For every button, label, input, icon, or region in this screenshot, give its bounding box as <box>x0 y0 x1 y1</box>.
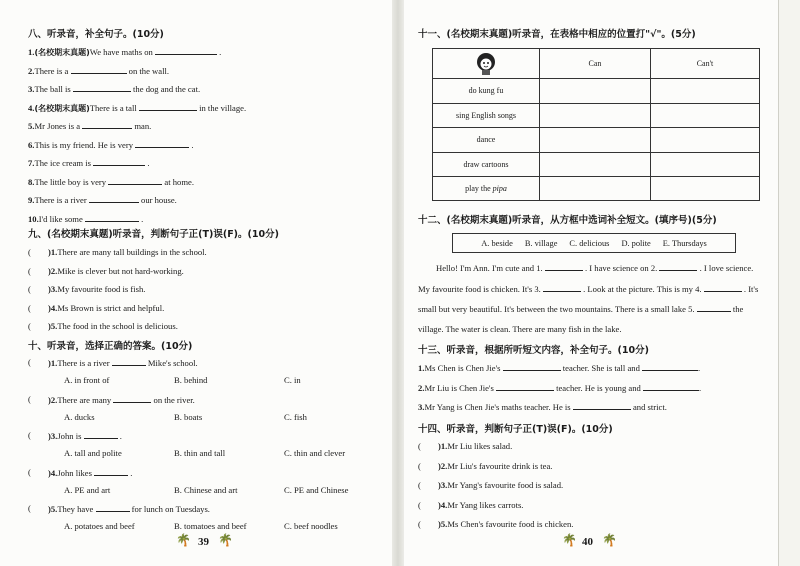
answer-blank[interactable] <box>113 394 151 403</box>
item-number: 1. <box>28 47 35 57</box>
item-number: )2. <box>48 394 58 405</box>
answer-paren[interactable]: ( <box>418 480 421 490</box>
answer-paren[interactable]: ( <box>28 247 31 257</box>
answer-blank[interactable] <box>85 213 139 222</box>
answer-blank[interactable] <box>89 194 139 203</box>
answer-paren[interactable]: ( <box>418 441 421 451</box>
item-text: man. <box>134 121 152 131</box>
answer-blank[interactable] <box>503 362 561 371</box>
can-cell[interactable] <box>540 79 651 104</box>
judge-item <box>48 321 178 332</box>
fill-in-item <box>28 120 151 132</box>
choice-item <box>48 467 132 479</box>
judge-item <box>48 247 207 258</box>
cant-cell[interactable] <box>651 128 760 153</box>
passage-line <box>436 262 753 273</box>
fill-in-item <box>28 213 143 225</box>
answer-blank[interactable] <box>82 120 132 129</box>
item-text: Mr Jones is a <box>34 121 81 131</box>
answer-paren[interactable]: ( <box>28 321 31 331</box>
item-number: 4. <box>28 102 35 113</box>
row-label: dance <box>433 128 540 153</box>
cant-cell[interactable] <box>651 152 760 177</box>
item-text: We have maths on <box>89 47 153 57</box>
answer-paren[interactable]: ( <box>28 265 31 276</box>
answer-blank[interactable] <box>496 382 554 391</box>
fill-in-item <box>418 362 700 374</box>
passage-line <box>418 303 743 314</box>
item-text: at home. <box>164 176 194 187</box>
item-text: There is a <box>34 65 69 76</box>
section-11-title: 十一、(名校期末真题)听录音，在表格中相应的位置打"√"。(5分) <box>418 29 696 40</box>
fill-in-item <box>28 46 221 58</box>
table-row <box>433 177 760 201</box>
item-number: )3. <box>438 480 448 490</box>
item-number: )1. <box>48 358 58 368</box>
fill-in-item <box>418 382 701 394</box>
page-number-left: 39 <box>198 536 209 548</box>
choice-option[interactable]: C. thin and clever <box>284 448 346 458</box>
book-gutter <box>392 0 404 566</box>
section-9-title: 九、(名校期末真题)听录音，判断句子正(T)误(F)。(10分) <box>28 229 279 240</box>
can-cell[interactable] <box>540 128 651 153</box>
item-number: 3. <box>28 84 35 94</box>
item-text: Mr Yang likes carrots. <box>447 499 524 510</box>
section-14-title: 十四、听录音，判断句子正(T)误(F)。(10分) <box>418 424 613 435</box>
row-label: sing English songs <box>433 103 540 128</box>
item-text: teacher. She is tall and <box>562 363 640 373</box>
item-text: The food in the school is delicious. <box>57 321 178 331</box>
row-label: play the pipa <box>433 177 540 201</box>
answer-paren[interactable]: ( <box>28 503 31 513</box>
item-text: The little boy is very <box>34 176 107 187</box>
answer-blank[interactable] <box>697 303 731 312</box>
item-text: There are many <box>57 394 112 405</box>
item-text: for lunch on Tuesdays. <box>131 504 210 514</box>
passage-text: My favourite food is chicken. It's 3. <box>418 283 541 294</box>
choice-option[interactable]: C. fish <box>284 411 307 422</box>
choice-option[interactable]: B. boats <box>174 411 203 422</box>
choice-option[interactable]: A. in front of <box>64 375 110 385</box>
judge-item <box>438 461 552 472</box>
word-option: A. beside <box>481 238 513 248</box>
answer-paren[interactable]: ( <box>418 519 421 529</box>
ability-table <box>432 48 760 201</box>
item-number: 6. <box>28 139 35 150</box>
choice-option[interactable]: B. thin and tall <box>174 448 226 458</box>
answer-blank[interactable] <box>543 283 581 292</box>
item-number: )4. <box>438 499 448 510</box>
item-text: the dog and the cat. <box>133 84 201 94</box>
palm-tree-icon: 🌴 <box>218 533 233 547</box>
answer-blank[interactable] <box>643 382 702 393</box>
item-number: 1. <box>418 363 425 373</box>
item-text: . <box>119 431 122 441</box>
item-text: Mr Liu likes salad. <box>447 441 513 451</box>
item-text: Mr Yang's favourite food is salad. <box>447 480 564 490</box>
fill-in-item <box>28 102 246 114</box>
item-text: . <box>191 139 194 150</box>
answer-blank[interactable] <box>93 157 145 166</box>
item-number: )2. <box>438 460 448 471</box>
item-text: John is <box>57 431 82 441</box>
answer-paren[interactable]: ( <box>28 284 31 294</box>
item-text: . <box>141 213 144 224</box>
answer-paren[interactable]: ( <box>28 357 31 367</box>
judge-item <box>438 519 573 530</box>
answer-blank[interactable] <box>96 503 130 512</box>
fill-in-item <box>28 176 194 188</box>
table-row <box>433 103 760 128</box>
item-text: Ms Brown is strict and helpful. <box>57 302 165 313</box>
item-number: 10. <box>28 213 39 224</box>
fill-in-item <box>28 83 200 95</box>
choice-item <box>48 430 122 442</box>
answer-blank[interactable] <box>642 362 701 373</box>
passage-text: . I love science. <box>699 263 754 273</box>
item-text: Mr Yang is Chen Jie's maths teacher. He is <box>424 402 571 412</box>
answer-paren[interactable]: ( <box>28 302 31 313</box>
page-edge <box>778 0 800 566</box>
item-number: )4. <box>48 302 58 313</box>
choice-option[interactable]: C. in <box>284 375 301 385</box>
item-text: The ball is <box>34 84 71 94</box>
page-39 <box>0 0 392 566</box>
item-text: There are many tall buildings in the school. <box>57 247 207 257</box>
item-text: . <box>219 47 222 57</box>
passage-text: . I have science on 2. <box>585 263 658 273</box>
item-number: 5. <box>28 121 35 131</box>
item-text: on the wall. <box>128 65 169 76</box>
table-row <box>433 152 760 177</box>
item-number: )1. <box>438 441 448 451</box>
item-text: The ice cream is <box>34 158 91 168</box>
item-text: There is a tall <box>89 102 137 113</box>
can-cell[interactable] <box>540 177 651 201</box>
judge-item <box>438 500 523 511</box>
choice-option[interactable]: A. potatoes and beef <box>64 521 135 531</box>
item-text: They have <box>57 504 94 514</box>
item-text: Mr Liu is Chen Jie's <box>424 382 494 393</box>
choice-item <box>48 357 198 369</box>
item-text: . <box>130 467 133 478</box>
answer-blank[interactable] <box>139 102 197 111</box>
passage-text: . Look at the picture. This is my 4. <box>583 283 702 294</box>
item-text: and strict. <box>632 402 667 412</box>
item-text: My favourite food is fish. <box>57 284 146 294</box>
judge-item <box>48 303 164 314</box>
word-bank-box <box>452 233 736 253</box>
passage-text: . It's <box>743 283 759 294</box>
passage-line <box>418 283 758 294</box>
answer-blank[interactable] <box>155 46 217 55</box>
answer-paren[interactable]: ( <box>28 430 31 440</box>
row-label: do kung fu <box>433 79 540 104</box>
item-text: There is a river <box>34 195 87 205</box>
table-row <box>433 79 760 104</box>
word-option: B. village <box>524 238 558 248</box>
passage-text: small but very beautiful. It's between the two mountains. There is a small lake 5. <box>418 304 695 314</box>
table-row <box>433 128 760 153</box>
cant-cell[interactable] <box>651 177 760 201</box>
answer-paren[interactable]: ( <box>418 460 421 471</box>
item-number: 2. <box>28 65 35 76</box>
exam-tag: (名校期末真题) <box>34 48 90 57</box>
answer-blank[interactable] <box>108 176 162 185</box>
item-number: )3. <box>48 431 58 441</box>
judge-item <box>438 480 563 491</box>
answer-paren[interactable]: ( <box>418 499 421 510</box>
fill-in-item <box>28 139 194 151</box>
section-12-title: 十二、(名校期末真题)听录音，从方框中选词补全短文。(填序号)(5分) <box>418 215 717 226</box>
item-number: 8. <box>28 176 35 187</box>
item-text: John likes <box>57 467 92 478</box>
answer-blank[interactable] <box>545 262 583 271</box>
answer-blank[interactable] <box>135 139 189 148</box>
row-label: draw cartoons <box>433 152 540 177</box>
item-text: There is a river <box>57 358 110 368</box>
word-option: E. Thursdays <box>662 238 707 248</box>
answer-blank[interactable] <box>84 430 118 439</box>
col-can-header: Can <box>540 49 651 79</box>
exam-tag: (名校期末真题) <box>34 103 90 113</box>
choice-option[interactable]: B. tomatoes and beef <box>174 521 247 531</box>
item-number: )4. <box>48 467 58 478</box>
item-text: our house. <box>141 195 177 205</box>
section-10-title: 十、听录音，选择正确的答案。(10分) <box>28 341 193 352</box>
answer-paren[interactable]: ( <box>28 466 31 477</box>
item-text: . <box>698 363 701 373</box>
answer-blank[interactable] <box>659 262 697 271</box>
item-number: )2. <box>48 265 58 276</box>
section-13-title: 十三、听录音，根据所听短文内容，补全句子。(10分) <box>418 345 649 356</box>
item-text: teacher. He is young and <box>556 382 641 393</box>
section-8-title: 八、听录音，补全句子。(10分) <box>28 29 164 40</box>
passage-text: the <box>732 304 744 314</box>
choice-option[interactable]: A. tall and polite <box>64 448 122 458</box>
item-number: 3. <box>418 402 425 412</box>
item-text: Mike is clever but not hard-working. <box>57 265 184 276</box>
palm-tree-icon: 🌴 <box>562 533 577 547</box>
passage-line <box>418 324 621 334</box>
item-text: Ms Chen is Chen Jie's <box>424 363 501 373</box>
item-text: . <box>147 158 150 168</box>
item-text: I'd like some <box>38 213 83 224</box>
choice-item <box>48 503 210 515</box>
word-option: C. delicious <box>569 238 610 248</box>
page-number-right: 40 <box>582 536 593 548</box>
fill-in-item <box>28 65 169 77</box>
choice-option[interactable]: B. Chinese and art <box>174 484 238 495</box>
page-40 <box>404 0 780 566</box>
item-number: 2. <box>418 382 425 393</box>
choice-item <box>48 394 195 406</box>
item-text: Ms Chen's favourite food is chicken. <box>447 519 574 529</box>
judge-item <box>48 284 145 295</box>
answer-blank[interactable] <box>73 83 131 92</box>
item-number: )5. <box>48 321 58 331</box>
answer-blank[interactable] <box>71 65 127 74</box>
item-text: on the river. <box>153 394 195 405</box>
cant-cell[interactable] <box>651 103 760 128</box>
choice-option[interactable]: A. PE and art <box>64 484 111 495</box>
item-number: 7. <box>28 158 35 168</box>
passage-text: village. The water is clean. There are many fish in the lake. <box>418 323 622 334</box>
item-number: )5. <box>48 504 58 514</box>
item-number: )1. <box>48 247 58 257</box>
table-header-row <box>433 49 760 79</box>
can-cell[interactable] <box>540 152 651 177</box>
col-cant-header: Can't <box>651 49 760 79</box>
item-number: )5. <box>438 519 448 529</box>
item-text: Mike's school. <box>147 358 198 368</box>
fill-in-item <box>418 401 667 413</box>
judge-item <box>48 266 184 277</box>
palm-tree-icon: 🌴 <box>176 533 191 547</box>
item-text: Mr Liu's favourite drink is tea. <box>447 460 553 471</box>
choice-option[interactable]: B. behind <box>174 375 208 385</box>
answer-blank[interactable] <box>94 467 128 476</box>
passage-text: Hello! I'm Ann. I'm cute and 1. <box>436 263 543 273</box>
girl-mascot-icon <box>433 49 540 79</box>
choice-option[interactable]: C. beef noodles <box>284 521 338 531</box>
fill-in-item <box>28 194 177 206</box>
item-number: )3. <box>48 284 58 294</box>
fill-in-item <box>28 157 149 169</box>
answer-blank[interactable] <box>112 357 146 366</box>
item-text: in the village. <box>199 102 247 113</box>
word-option: D. polite <box>621 238 651 248</box>
item-text: This is my friend. He is very <box>34 139 134 150</box>
palm-tree-icon: 🌴 <box>602 533 617 547</box>
item-text: . <box>698 382 702 393</box>
choice-option[interactable]: C. PE and Chinese <box>284 484 349 495</box>
answer-blank[interactable] <box>573 401 631 410</box>
item-number: 9. <box>28 195 35 205</box>
cant-cell[interactable] <box>651 79 760 104</box>
judge-item <box>438 441 512 452</box>
choice-option[interactable]: A. ducks <box>64 411 95 422</box>
can-cell[interactable] <box>540 103 651 128</box>
answer-paren[interactable]: ( <box>28 393 31 404</box>
answer-blank[interactable] <box>704 283 742 292</box>
